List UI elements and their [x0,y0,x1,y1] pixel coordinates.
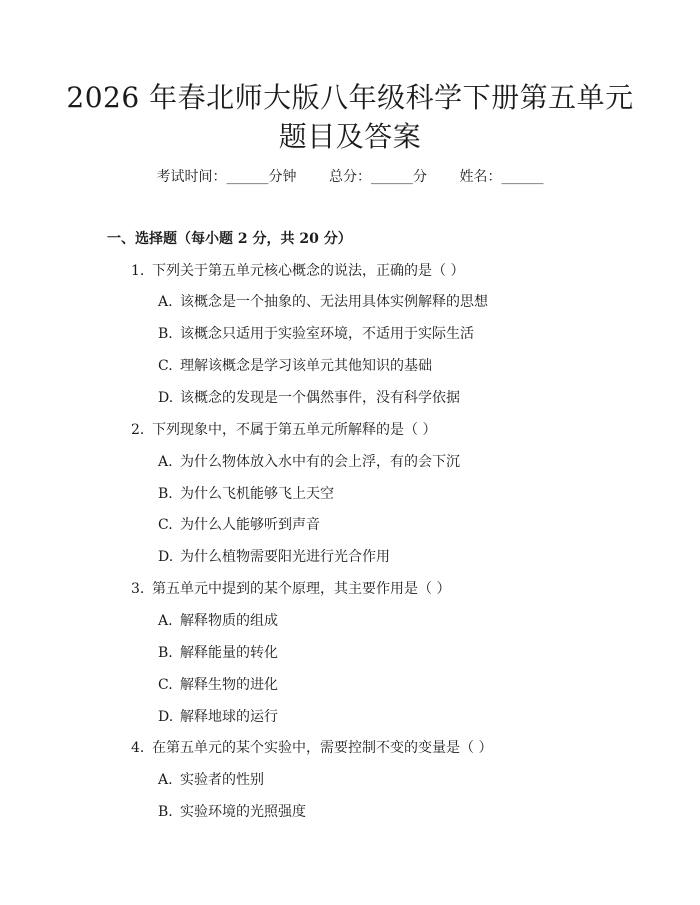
section-heading: 一、选择题（每小题 2 分，共 20 分） [107,231,352,247]
question-4-option-b [158,801,306,823]
question-3-option-b [158,642,278,664]
total-score-blank: ______ [371,169,413,185]
option-text: 理解该概念是学习该单元其他知识的基础 [180,358,432,374]
option-letter: C. [158,517,173,533]
question-2-option-d [158,546,390,568]
exam-time-field [157,166,297,188]
exam-time-label: 考试时间： [156,169,227,185]
total-score-label: 总分： [329,169,371,185]
question-2-option-c [158,514,320,536]
question-3 [131,578,450,600]
option-letter: A. [158,772,173,788]
option-text: 解释物质的组成 [180,613,278,629]
option-letter: B. [158,804,173,820]
question-text: 第五单元中提到的某个原理，其主要作用是（ ） [152,581,451,597]
question-1-option-d [158,387,460,409]
option-text: 为什么物体放入水中有的会上浮，有的会下沉 [180,454,460,470]
option-letter: A. [158,454,173,470]
question-number: 3. [131,581,145,597]
student-name-label: 姓名： [459,169,502,185]
option-text: 解释能量的转化 [180,645,278,661]
question-number: 4. [131,740,145,756]
question-text: 下列关于第五单元核心概念的说法，正确的是（ ） [152,263,465,279]
document-title-line-1: 2026 年春北师大版八年级科学下册第五单元 [66,81,634,114]
student-name-blank: ______ [501,169,544,185]
option-letter: B. [158,645,173,661]
question-text: 下列现象中，不属于第五单元所解释的是（ ） [152,422,437,438]
option-text: 为什么人能够听到声音 [180,517,320,533]
option-text: 实验环境的光照强度 [180,804,306,820]
option-letter: A. [158,294,173,310]
question-3-option-a [158,610,278,632]
question-3-option-c [158,674,278,696]
option-text: 该概念是一个抽象的、无法用具体实例解释的思想 [180,294,488,310]
document-title-line-2: 题目及答案 [278,120,422,153]
question-2-option-b [158,483,334,505]
question-1-option-b [158,323,474,345]
student-name-field [459,166,543,188]
option-text: 解释生物的进化 [180,677,278,693]
question-3-option-d [158,706,278,728]
question-number: 2. [131,422,145,438]
option-letter: A. [158,613,173,629]
question-number: 1. [131,263,145,279]
option-letter: B. [158,326,173,342]
question-text: 在第五单元的某个实验中，需要控制不变的变量是（ ） [152,740,493,756]
option-text: 为什么飞机能够飞上天空 [180,486,334,502]
option-letter: D. [158,549,174,565]
total-score-field [329,166,427,188]
option-text: 该概念只适用于实验室环境，不适用于实际生活 [180,326,474,342]
option-letter: C. [158,358,173,374]
exam-info-row [0,166,700,188]
option-letter: B. [158,486,173,502]
option-letter: D. [158,390,174,406]
total-score-unit: 分 [413,169,427,185]
question-2 [131,419,436,441]
option-letter: D. [158,709,174,725]
option-text: 解释地球的运行 [180,709,278,725]
option-letter: C. [158,677,173,693]
question-1-option-c [158,355,432,377]
option-text: 实验者的性别 [180,772,264,788]
question-1 [131,260,464,282]
question-1-option-a [158,291,488,313]
question-4 [131,737,492,759]
question-4-option-a [158,769,264,791]
exam-time-unit: 分钟 [268,169,297,185]
exam-time-blank: ______ [226,169,269,185]
option-text: 为什么植物需要阳光进行光合作用 [180,549,390,565]
question-2-option-a [158,451,460,473]
option-text: 该概念的发现是一个偶然事件，没有科学依据 [180,390,460,406]
